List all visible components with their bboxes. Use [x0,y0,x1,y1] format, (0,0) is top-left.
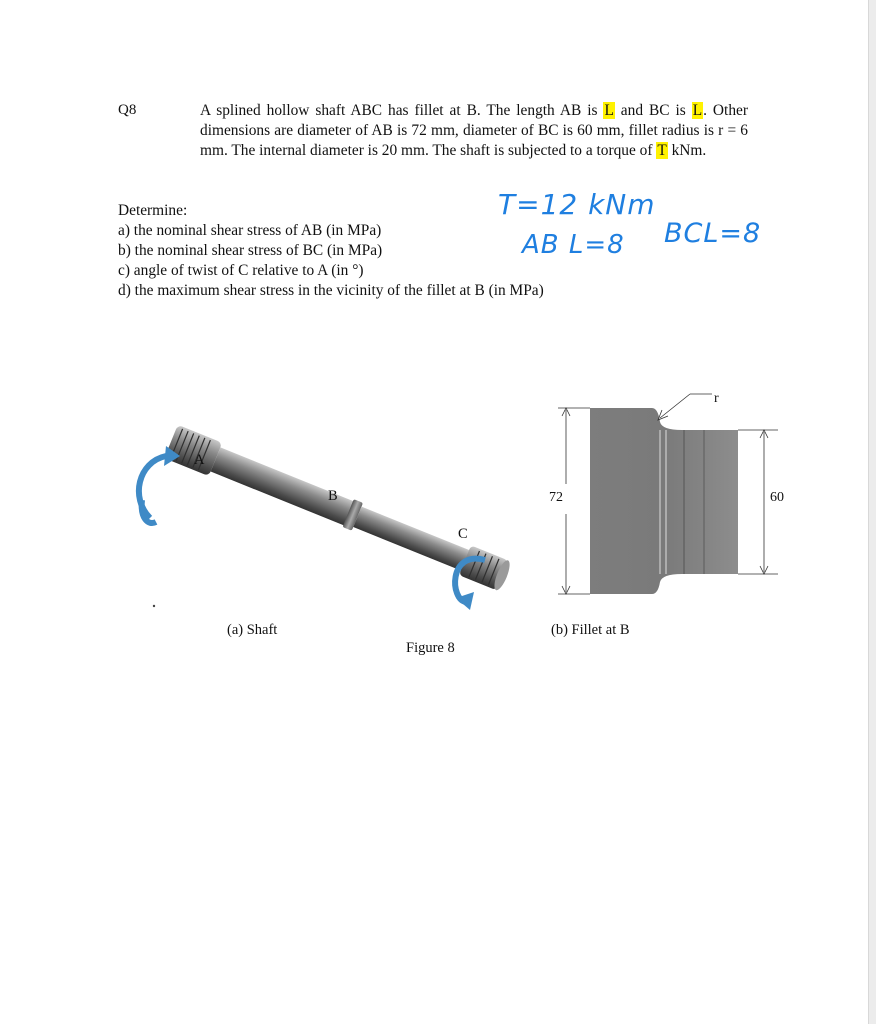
question-number: Q8 [118,102,137,118]
highlight-length-bc: L [692,102,703,119]
question-text [200,101,748,161]
shaft-drawing [130,440,510,620]
figure-title: Figure 8 [406,640,455,656]
caption-fillet: (b) Fillet at B [551,622,630,638]
determine-item-b: b) the nominal shear stress of BC (in MPa) [118,242,383,259]
label-b: B [328,488,338,504]
caption-shaft: (a) Shaft [227,622,278,638]
question-text-2: and BC is [614,102,692,119]
label-a: A [194,452,205,468]
determine-item-c: c) angle of twist of C relative to A (in °) [118,262,364,279]
handwritten-torque: T=12 kNm [498,188,656,221]
handwritten-ab-length: AB L=8 [522,230,625,260]
determine-item-d: d) the maximum shear stress in the vicinity of the fillet at B (in MPa) [118,282,544,299]
determine-heading: Determine: [118,202,188,219]
question-text-4: kNm. [667,142,707,159]
dim-r: r [714,391,719,406]
highlight-torque: T [657,142,667,159]
segment-bc [353,507,471,572]
dim-60: 60 [770,490,784,505]
fillet-body [590,408,738,594]
highlight-length-ab: L [604,102,614,119]
page-edge [868,0,876,1024]
determine-item-a: a) the nominal shear stress of AB (in MPa) [118,222,382,239]
question-text-1: A splined hollow shaft ABC has fillet at B. The length AB is [200,102,604,119]
question-text-3: . Other dimensions are diameter of AB is 72 mm, diameter of BC is 60 mm, fillet radius is r = 6 mm. The internal diameter is 20 mm. The shaft is subjected to a torque of [200,102,748,159]
segment-ab [211,447,355,525]
fillet-drawing [540,390,800,610]
determine-list [118,201,544,301]
dim-72: 72 [549,490,563,505]
handwritten-bc-length: BCL=8 [664,218,762,249]
label-c: C [458,526,468,542]
